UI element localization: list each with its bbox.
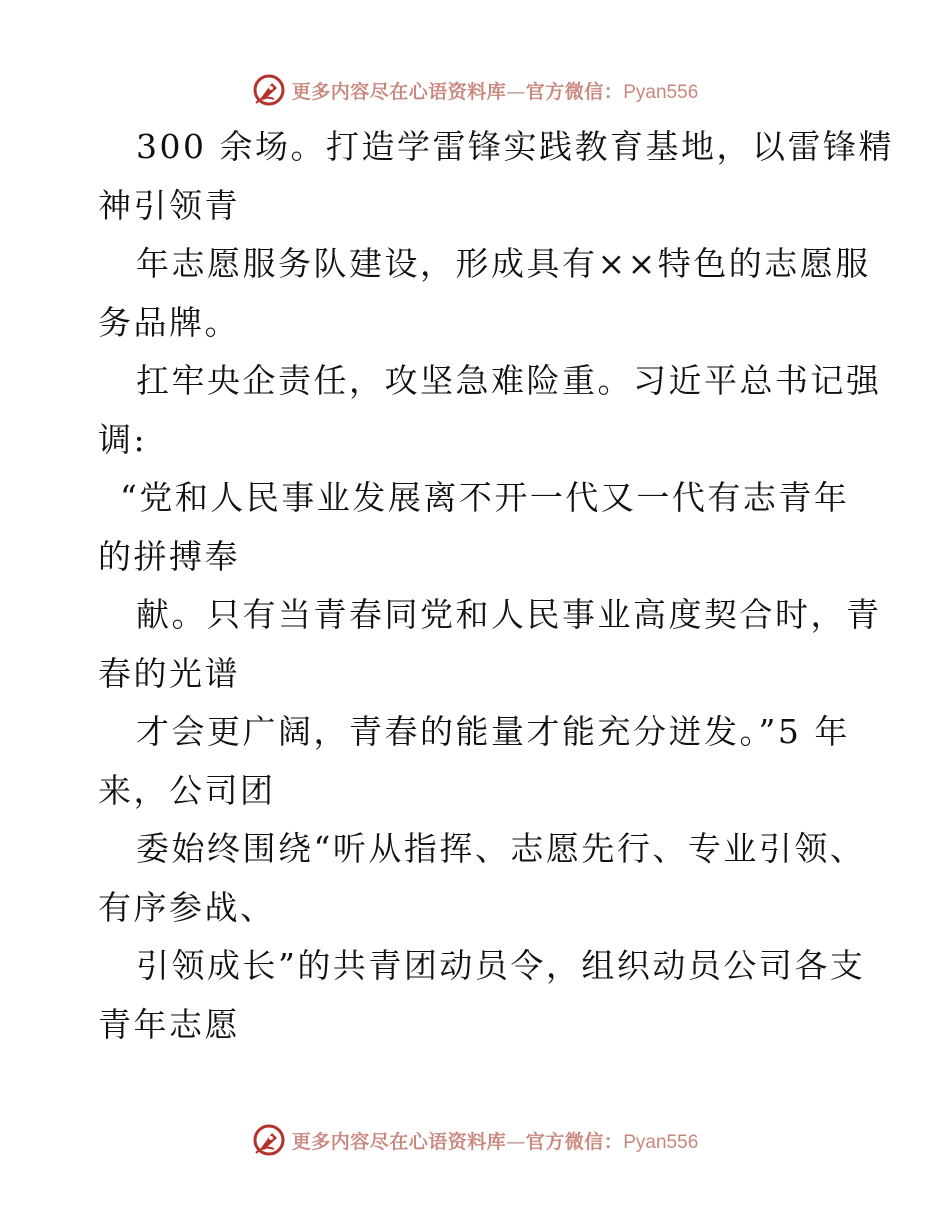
header-banner-text <box>292 77 699 104</box>
header-separator: — <box>506 80 526 103</box>
body-line: 务品牌。 <box>98 302 240 342</box>
body-line: 春的光谱 <box>98 653 240 693</box>
footer-banner <box>0 1120 950 1160</box>
body-line: 献。只有当青春同党和人民事业高度契合时，青 <box>136 595 882 634</box>
footer-banner-text <box>292 1127 699 1154</box>
footer-wechat-id: Pyan556 <box>623 1131 699 1153</box>
header-wechat-id: Pyan556 <box>623 81 699 103</box>
body-line: 扛牢央企责任，攻坚急难险重。习近平总书记强 <box>136 361 882 400</box>
body-line: 300 余场。打造学雷锋实践教育基地，以雷锋精 <box>136 127 894 166</box>
pen-nib-logo-icon <box>252 1123 286 1157</box>
body-line: 青年志愿 <box>98 1004 240 1044</box>
body-line: 年志愿服务队建设，形成具有××特色的志愿服 <box>136 244 871 283</box>
header-site-name: 更多内容尽在心语资料库 <box>291 80 507 103</box>
footer-wechat-label: 官方微信： <box>525 1130 624 1153</box>
document-body <box>98 118 894 1054</box>
body-line: 才会更广阔，青春的能量才能充分迸发。”5 年 <box>136 712 850 751</box>
footer-site-name: 更多内容尽在心语资料库 <box>291 1130 507 1153</box>
body-line: “党和人民事业发展离不开一代又一代有志青年 <box>120 478 850 517</box>
body-line: 委始终围绕“听从指挥、志愿先行、专业引领、 <box>136 829 866 868</box>
body-line: 调: <box>98 419 148 459</box>
body-line: 神引领青 <box>98 185 240 225</box>
body-line: 的拼搏奉 <box>98 536 240 576</box>
body-line: 来，公司团 <box>98 770 276 810</box>
body-line: 有序参战、 <box>98 887 276 927</box>
header-wechat-label: 官方微信： <box>525 80 624 103</box>
pen-nib-logo-icon <box>252 73 286 107</box>
footer-separator: — <box>506 1130 526 1153</box>
header-banner <box>0 70 950 110</box>
body-line: 引领成长”的共青团动员令，组织动员公司各支 <box>136 946 866 985</box>
